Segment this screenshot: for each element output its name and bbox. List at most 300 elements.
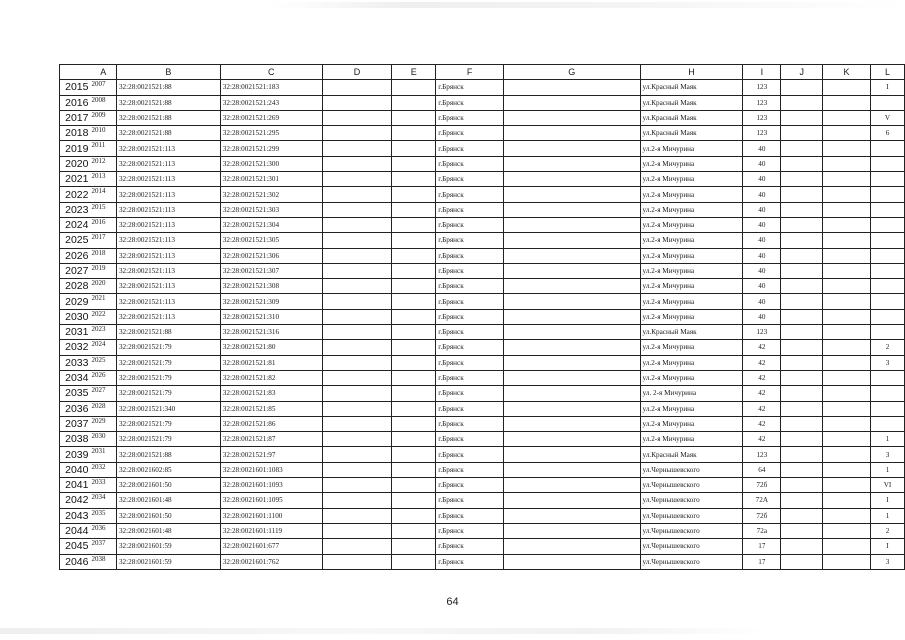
cell-k[interactable] [823,508,871,523]
cell-c[interactable]: 32:28:0021521:81 [220,355,322,370]
corner-cell[interactable] [60,65,91,80]
cell-a[interactable]: 2037 [90,539,116,554]
cell-i[interactable]: 42 [743,355,781,370]
row-header[interactable]: 2026 [60,248,91,263]
row-header[interactable]: 2018 [60,126,91,141]
row-header[interactable]: 2015 [60,80,91,95]
cell-c[interactable]: 32:28:0021521:87 [220,432,322,447]
cell-d[interactable] [322,217,392,232]
cell-g[interactable] [504,539,640,554]
cell-h[interactable]: ул.2-я Мичурина [640,309,743,324]
cell-a[interactable]: 2010 [90,126,116,141]
cell-i[interactable]: 72А [743,493,781,508]
cell-l[interactable] [870,172,904,187]
cell-i[interactable]: 123 [743,80,781,95]
cell-h[interactable]: ул.Красный Маяк [640,110,743,125]
cell-a[interactable]: 2018 [90,248,116,263]
cell-h[interactable]: ул. 2-я Мичурина [640,386,743,401]
cell-l[interactable] [870,141,904,156]
cell-g[interactable] [504,493,640,508]
cell-b[interactable]: 32:28:0021601:48 [116,493,220,508]
cell-i[interactable]: 40 [743,294,781,309]
cell-j[interactable] [781,172,823,187]
cell-a[interactable]: 2008 [90,95,116,110]
cell-i[interactable]: 40 [743,156,781,171]
cell-k[interactable] [823,172,871,187]
cell-a[interactable]: 2034 [90,493,116,508]
cell-f[interactable]: г.Брянск [436,508,504,523]
cell-f[interactable]: г.Брянск [436,478,504,493]
cell-a[interactable]: 2022 [90,309,116,324]
cell-f[interactable]: г.Брянск [436,294,504,309]
cell-k[interactable] [823,340,871,355]
cell-i[interactable]: 40 [743,172,781,187]
cell-k[interactable] [823,401,871,416]
row-header[interactable]: 2042 [60,493,91,508]
cell-f[interactable]: г.Брянск [436,126,504,141]
cell-l[interactable] [870,187,904,202]
cell-f[interactable]: г.Брянск [436,416,504,431]
cell-l[interactable] [870,263,904,278]
cell-d[interactable] [322,539,392,554]
cell-c[interactable]: 32:28:0021521:269 [220,110,322,125]
cell-d[interactable] [322,523,392,538]
column-header-b[interactable]: B [116,65,220,80]
cell-l[interactable] [870,217,904,232]
cell-j[interactable] [781,447,823,462]
cell-f[interactable]: г.Брянск [436,248,504,263]
cell-k[interactable] [823,554,871,569]
cell-i[interactable]: 42 [743,340,781,355]
row-header[interactable]: 2030 [60,309,91,324]
cell-d[interactable] [322,309,392,324]
cell-j[interactable] [781,279,823,294]
cell-c[interactable]: 32:28:0021521:300 [220,156,322,171]
row-header[interactable]: 2040 [60,462,91,477]
cell-g[interactable] [504,478,640,493]
cell-k[interactable] [823,233,871,248]
cell-f[interactable]: г.Брянск [436,340,504,355]
cell-l[interactable]: 2 [870,340,904,355]
cell-j[interactable] [781,110,823,125]
cell-k[interactable] [823,370,871,385]
cell-e[interactable] [392,416,436,431]
cell-l[interactable]: I [870,80,904,95]
cell-l[interactable] [870,325,904,340]
row-header[interactable]: 2023 [60,202,91,217]
cell-i[interactable]: 40 [743,263,781,278]
cell-j[interactable] [781,187,823,202]
cell-g[interactable] [504,447,640,462]
cell-h[interactable]: ул.2-я Мичурина [640,187,743,202]
cell-h[interactable]: ул.2-я Мичурина [640,401,743,416]
cell-l[interactable]: I [870,539,904,554]
cell-g[interactable] [504,248,640,263]
cell-k[interactable] [823,156,871,171]
row-header[interactable]: 2033 [60,355,91,370]
cell-l[interactable] [870,401,904,416]
cell-f[interactable]: г.Брянск [436,554,504,569]
cell-e[interactable] [392,309,436,324]
cell-g[interactable] [504,370,640,385]
cell-a[interactable]: 2017 [90,233,116,248]
cell-j[interactable] [781,263,823,278]
cell-e[interactable] [392,294,436,309]
cell-f[interactable]: г.Брянск [436,233,504,248]
cell-k[interactable] [823,386,871,401]
cell-d[interactable] [322,80,392,95]
row-header[interactable]: 2022 [60,187,91,202]
cell-g[interactable] [504,279,640,294]
cell-h[interactable]: ул.Красный Маяк [640,325,743,340]
cell-l[interactable] [870,294,904,309]
cell-e[interactable] [392,248,436,263]
cell-h[interactable]: ул.Красный Маяк [640,447,743,462]
column-header-a[interactable]: A [90,65,116,80]
row-header[interactable]: 2031 [60,325,91,340]
cell-j[interactable] [781,248,823,263]
cell-b[interactable]: 32:28:0021521:79 [116,340,220,355]
row-header[interactable]: 2027 [60,263,91,278]
cell-d[interactable] [322,355,392,370]
cell-g[interactable] [504,325,640,340]
column-header-k[interactable]: K [823,65,871,80]
cell-e[interactable] [392,401,436,416]
cell-e[interactable] [392,325,436,340]
cell-i[interactable]: 17 [743,539,781,554]
cell-h[interactable]: ул.2-я Мичурина [640,141,743,156]
cell-h[interactable]: ул.2-я Мичурина [640,233,743,248]
column-header-g[interactable]: G [504,65,640,80]
cell-k[interactable] [823,309,871,324]
cell-c[interactable]: 32:28:0021521:304 [220,217,322,232]
cell-j[interactable] [781,416,823,431]
cell-j[interactable] [781,141,823,156]
row-header[interactable]: 2038 [60,432,91,447]
cell-i[interactable]: 42 [743,386,781,401]
cell-h[interactable]: ул.Чернышевского [640,478,743,493]
cell-a[interactable]: 2038 [90,554,116,569]
cell-f[interactable]: г.Брянск [436,386,504,401]
row-header[interactable]: 2045 [60,539,91,554]
row-header[interactable]: 2043 [60,508,91,523]
cell-e[interactable] [392,110,436,125]
cell-i[interactable]: 42 [743,432,781,447]
cell-j[interactable] [781,386,823,401]
cell-c[interactable]: 32:28:0021521:86 [220,416,322,431]
cell-j[interactable] [781,432,823,447]
cell-i[interactable]: 40 [743,202,781,217]
cell-j[interactable] [781,493,823,508]
cell-g[interactable] [504,386,640,401]
cell-i[interactable]: 72а [743,523,781,538]
cell-a[interactable]: 2016 [90,217,116,232]
cell-b[interactable]: 32:28:0021602:85 [116,462,220,477]
cell-c[interactable]: 32:28:0021521:183 [220,80,322,95]
row-header[interactable]: 2025 [60,233,91,248]
cell-c[interactable]: 32:28:0021521:295 [220,126,322,141]
cell-l[interactable]: 6 [870,126,904,141]
cell-g[interactable] [504,416,640,431]
cell-j[interactable] [781,217,823,232]
cell-i[interactable]: 40 [743,217,781,232]
cell-c[interactable]: 32:28:0021521:302 [220,187,322,202]
cell-j[interactable] [781,294,823,309]
cell-i[interactable]: 123 [743,95,781,110]
cell-f[interactable]: г.Брянск [436,309,504,324]
cell-g[interactable] [504,202,640,217]
cell-l[interactable] [870,416,904,431]
cell-a[interactable]: 2009 [90,110,116,125]
cell-h[interactable]: ул.2-я Мичурина [640,217,743,232]
cell-k[interactable] [823,447,871,462]
cell-f[interactable]: г.Брянск [436,539,504,554]
cell-d[interactable] [322,370,392,385]
cell-j[interactable] [781,554,823,569]
row-header[interactable]: 2044 [60,523,91,538]
cell-f[interactable]: г.Брянск [436,523,504,538]
cell-k[interactable] [823,110,871,125]
column-header-h[interactable]: H [640,65,743,80]
cell-h[interactable]: ул.Чернышевского [640,523,743,538]
cell-l[interactable] [870,156,904,171]
cell-b[interactable]: 32:28:0021601:48 [116,523,220,538]
cell-d[interactable] [322,294,392,309]
cell-c[interactable]: 32:28:0021521:83 [220,386,322,401]
row-header[interactable]: 2046 [60,554,91,569]
cell-d[interactable] [322,95,392,110]
cell-e[interactable] [392,432,436,447]
cell-e[interactable] [392,539,436,554]
cell-d[interactable] [322,478,392,493]
cell-a[interactable]: 2026 [90,370,116,385]
cell-g[interactable] [504,110,640,125]
cell-a[interactable]: 2032 [90,462,116,477]
cell-e[interactable] [392,279,436,294]
column-header-d[interactable]: D [322,65,392,80]
cell-i[interactable]: 123 [743,110,781,125]
cell-k[interactable] [823,462,871,477]
row-header[interactable]: 2021 [60,172,91,187]
cell-c[interactable]: 32:28:0021601:1100 [220,508,322,523]
cell-l[interactable] [870,309,904,324]
cell-b[interactable]: 32:28:0021521:88 [116,110,220,125]
cell-g[interactable] [504,141,640,156]
cell-l[interactable]: 1 [870,432,904,447]
cell-j[interactable] [781,309,823,324]
cell-b[interactable]: 32:28:0021521:113 [116,294,220,309]
cell-b[interactable]: 32:28:0021521:113 [116,263,220,278]
cell-e[interactable] [392,554,436,569]
cell-g[interactable] [504,554,640,569]
row-header[interactable]: 2020 [60,156,91,171]
cell-d[interactable] [322,508,392,523]
cell-j[interactable] [781,401,823,416]
cell-a[interactable]: 2013 [90,172,116,187]
cell-f[interactable]: г.Брянск [436,95,504,110]
cell-h[interactable]: ул.2-я Мичурина [640,263,743,278]
cell-a[interactable]: 2020 [90,279,116,294]
cell-k[interactable] [823,478,871,493]
cell-l[interactable]: I [870,493,904,508]
cell-i[interactable]: 42 [743,416,781,431]
cell-j[interactable] [781,523,823,538]
cell-d[interactable] [322,340,392,355]
cell-b[interactable]: 32:28:0021521:88 [116,126,220,141]
cell-i[interactable]: 40 [743,233,781,248]
cell-e[interactable] [392,493,436,508]
cell-a[interactable]: 2025 [90,355,116,370]
cell-c[interactable]: 32:28:0021521:303 [220,202,322,217]
cell-c[interactable]: 32:28:0021521:316 [220,325,322,340]
cell-f[interactable]: г.Брянск [436,217,504,232]
cell-c[interactable]: 32:28:0021601:1119 [220,523,322,538]
cell-i[interactable]: 42 [743,401,781,416]
cell-d[interactable] [322,279,392,294]
cell-f[interactable]: г.Брянск [436,263,504,278]
cell-l[interactable]: 3 [870,554,904,569]
cell-c[interactable]: 32:28:0021601:677 [220,539,322,554]
cell-h[interactable]: ул.Чернышевского [640,508,743,523]
cell-e[interactable] [392,217,436,232]
cell-d[interactable] [322,447,392,462]
cell-g[interactable] [504,401,640,416]
cell-j[interactable] [781,325,823,340]
cell-k[interactable] [823,217,871,232]
cell-i[interactable]: 72б [743,508,781,523]
cell-c[interactable]: 32:28:0021521:80 [220,340,322,355]
cell-g[interactable] [504,355,640,370]
cell-g[interactable] [504,263,640,278]
cell-g[interactable] [504,340,640,355]
cell-l[interactable]: 3 [870,447,904,462]
cell-c[interactable]: 32:28:0021601:1095 [220,493,322,508]
cell-j[interactable] [781,95,823,110]
column-header-c[interactable]: C [220,65,322,80]
cell-h[interactable]: ул.2-я Мичурина [640,355,743,370]
cell-g[interactable] [504,156,640,171]
cell-h[interactable]: ул.Чернышевского [640,554,743,569]
cell-h[interactable]: ул.2-я Мичурина [640,202,743,217]
cell-d[interactable] [322,386,392,401]
cell-e[interactable] [392,156,436,171]
cell-k[interactable] [823,416,871,431]
cell-d[interactable] [322,432,392,447]
cell-f[interactable]: г.Брянск [436,80,504,95]
cell-h[interactable]: ул.2-я Мичурина [640,279,743,294]
cell-d[interactable] [322,493,392,508]
cell-l[interactable] [870,386,904,401]
cell-d[interactable] [322,233,392,248]
cell-k[interactable] [823,325,871,340]
cell-e[interactable] [392,340,436,355]
cell-h[interactable]: ул.2-я Мичурина [640,294,743,309]
row-header[interactable]: 2036 [60,401,91,416]
cell-h[interactable]: ул.Красный Маяк [640,126,743,141]
cell-g[interactable] [504,80,640,95]
cell-a[interactable]: 2011 [90,141,116,156]
cell-g[interactable] [504,294,640,309]
cell-f[interactable]: г.Брянск [436,172,504,187]
cell-d[interactable] [322,172,392,187]
column-header-f[interactable]: F [436,65,504,80]
cell-h[interactable]: ул.2-я Мичурина [640,416,743,431]
cell-i[interactable]: 40 [743,141,781,156]
cell-c[interactable]: 32:28:0021521:85 [220,401,322,416]
cell-b[interactable]: 32:28:0021521:113 [116,156,220,171]
cell-k[interactable] [823,248,871,263]
cell-g[interactable] [504,95,640,110]
cell-h[interactable]: ул.2-я Мичурина [640,432,743,447]
cell-l[interactable] [870,202,904,217]
cell-b[interactable]: 32:28:0021521:88 [116,95,220,110]
cell-l[interactable]: 2 [870,523,904,538]
cell-e[interactable] [392,187,436,202]
cell-b[interactable]: 32:28:0021521:113 [116,172,220,187]
cell-i[interactable]: 72б [743,478,781,493]
cell-e[interactable] [392,462,436,477]
cell-a[interactable]: 2028 [90,401,116,416]
cell-g[interactable] [504,126,640,141]
cell-l[interactable] [870,95,904,110]
cell-b[interactable]: 32:28:0021601:59 [116,554,220,569]
cell-b[interactable]: 32:28:0021521:88 [116,325,220,340]
cell-l[interactable] [870,279,904,294]
cell-h[interactable]: ул.Чернышевского [640,462,743,477]
cell-j[interactable] [781,80,823,95]
cell-c[interactable]: 32:28:0021601:762 [220,554,322,569]
cell-d[interactable] [322,401,392,416]
cell-e[interactable] [392,523,436,538]
cell-g[interactable] [504,462,640,477]
cell-a[interactable]: 2023 [90,325,116,340]
cell-g[interactable] [504,172,640,187]
cell-c[interactable]: 32:28:0021521:306 [220,248,322,263]
cell-i[interactable]: 123 [743,325,781,340]
cell-l[interactable]: 3 [870,355,904,370]
cell-b[interactable]: 32:28:0021521:79 [116,416,220,431]
column-header-l[interactable]: L [870,65,904,80]
row-header[interactable]: 2028 [60,279,91,294]
cell-f[interactable]: г.Брянск [436,355,504,370]
row-header[interactable]: 2032 [60,340,91,355]
cell-c[interactable]: 32:28:0021601:1083 [220,462,322,477]
cell-d[interactable] [322,126,392,141]
cell-b[interactable]: 32:28:0021521:113 [116,141,220,156]
cell-f[interactable]: г.Брянск [436,202,504,217]
row-header[interactable]: 2019 [60,141,91,156]
cell-d[interactable] [322,202,392,217]
cell-j[interactable] [781,462,823,477]
cell-e[interactable] [392,202,436,217]
cell-i[interactable]: 123 [743,447,781,462]
cell-c[interactable]: 32:28:0021521:299 [220,141,322,156]
cell-j[interactable] [781,508,823,523]
cell-i[interactable]: 40 [743,279,781,294]
cell-b[interactable]: 32:28:0021521:88 [116,447,220,462]
cell-j[interactable] [781,156,823,171]
cell-h[interactable]: ул.2-я Мичурина [640,370,743,385]
cell-c[interactable]: 32:28:0021601:1093 [220,478,322,493]
cell-a[interactable]: 2036 [90,523,116,538]
cell-j[interactable] [781,202,823,217]
cell-d[interactable] [322,263,392,278]
cell-k[interactable] [823,294,871,309]
cell-b[interactable]: 32:28:0021521:79 [116,386,220,401]
cell-b[interactable]: 32:28:0021521:88 [116,80,220,95]
cell-k[interactable] [823,126,871,141]
cell-i[interactable]: 123 [743,126,781,141]
